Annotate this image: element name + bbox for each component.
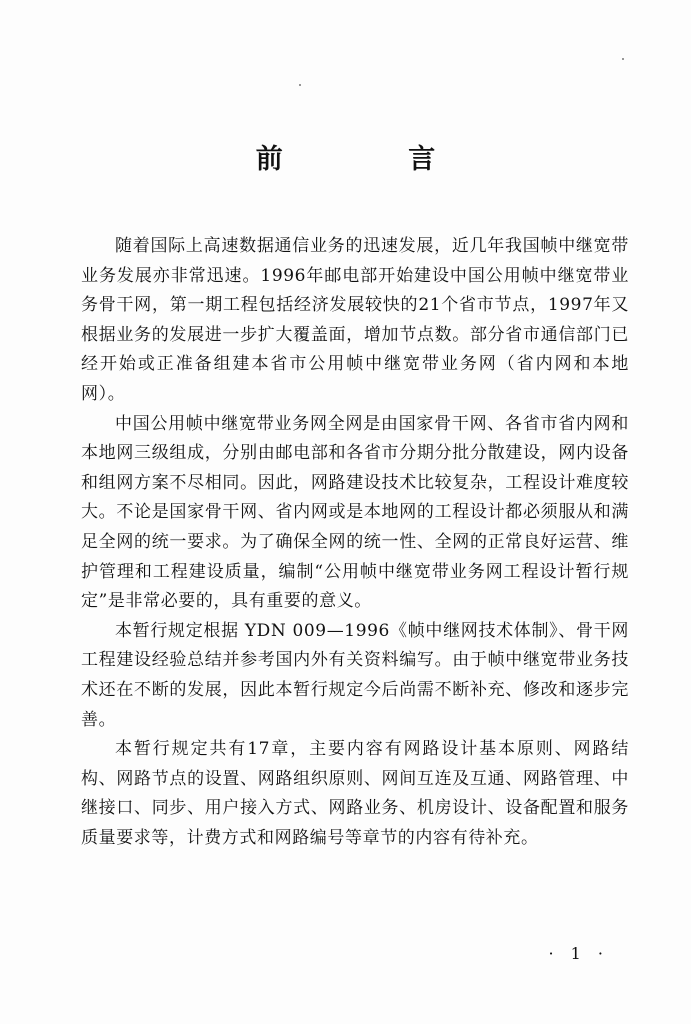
paragraph-4: 本暂行规定共有17章，主要内容有网路设计基本原则、网路结构、网路节点的设置、网路组织原则、网间互连及互通、网路管理、中继接口、同步、用户接入方式、网路业务、机房设计、设备配置和服务质量要求等，计费方式和网路编号等章节的内容有待补充。 bbox=[81, 739, 629, 848]
scan-speck bbox=[622, 58, 624, 60]
paragraph-2: 中国公用帧中继宽带业务网全网是由国家骨干网、各省市省内网和本地网三级组成，分别由邮电部和各省市分期分批分散建设，网内设备和组网方案不尽相同。因此，网路建设技术比较复杂，工程设计难度较大。不论是国家骨干网、省内网或是本地网的工程设计都必须服从和满足全网的统一要求。为了确保全网的统一性、全网的正常良好运营、维护管理和工程建设质量，编制“公用帧中继宽带业务网工程设计暂行规定”是非常必要的，具有重要的意义。 bbox=[81, 413, 629, 612]
scan-speck bbox=[299, 84, 301, 86]
paragraph-1: 随着国际上高速数据通信业务的迅速发展，近几年我国帧中继宽带业务发展亦非常迅速。1996年邮电部开始建设中国公用帧中继宽带业务骨干网，第一期工程包括经济发展较快的21个省市节点，1997年又根据业务的发展进一步扩大覆盖面，增加节点数。部分省市通信部门已经开始或正准备组建本省市公用帧中继宽带业务网（省内网和本地网）。 bbox=[81, 236, 629, 404]
page-title: 前 言 bbox=[255, 144, 494, 175]
paragraph-3: 本暂行规定根据 YDN 009—1996《帧中继网技术体制》、骨干网工程建设经验总结并参考国内外有关资料编写。由于帧中继宽带业务技术还在不断的发展，因此本暂行规定今后尚需不断补充、修改和逐步完善。 bbox=[81, 620, 629, 730]
page-number: · 1 · bbox=[548, 944, 609, 963]
body-text bbox=[81, 232, 629, 853]
